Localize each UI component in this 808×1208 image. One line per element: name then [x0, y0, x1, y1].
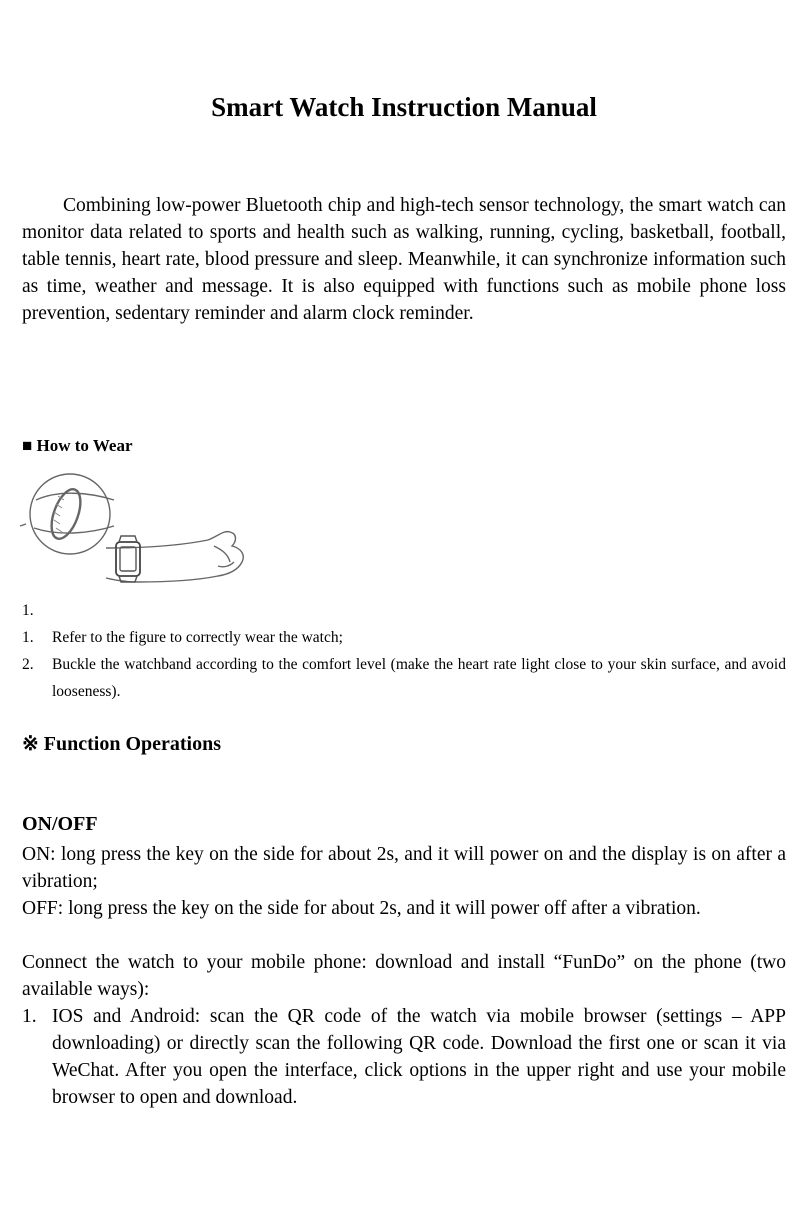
step-text: IOS and Android: scan the QR code of the watch via mobile browser (settings – APP downloading) or directly scan the following QR code. Download the first one or scan it via WeChat. After you open the interface, click options in the upper right and use your mobile browser to open and download. — [52, 1006, 786, 1108]
step-number: 2. — [22, 656, 34, 673]
connect-intro: Connect the watch to your mobile phone: download and install “FunDo” on the phone (two available ways): — [22, 952, 786, 1000]
onoff-heading: ON/OFF — [22, 813, 98, 835]
wear-step-2 — [22, 651, 786, 705]
on-instruction: ON: long press the key on the side for about 2s, and it will power on and the display is on after a vibration; — [22, 844, 786, 892]
step-text: Buckle the watchband according to the comfort level (make the heart rate light close to your skin surface, and avoid looseness). — [52, 656, 786, 700]
wear-step-1 — [22, 624, 786, 651]
how-to-wear-heading: ■ How to Wear — [22, 436, 133, 455]
arm-outline — [106, 532, 243, 582]
connect-step-1 — [22, 1003, 786, 1111]
step-text: Refer to the figure to correctly wear the watch; — [52, 629, 343, 646]
step-number: 1. — [22, 1006, 37, 1027]
inset-circle — [30, 474, 110, 554]
step-number: 1. — [22, 629, 34, 646]
stray-list-number: 1. — [22, 602, 34, 619]
page-title: Smart Watch Instruction Manual — [211, 92, 597, 122]
off-instruction: OFF: long press the key on the side for about 2s, and it will power off after a vibration. — [22, 898, 701, 919]
function-operations-heading: ※ Function Operations — [22, 733, 221, 755]
intro-paragraph: Combining low-power Bluetooth chip and high-tech sensor technology, the smart watch can monitor data related to sports and health such as walking, running, cycling, basketball, football, table tennis, heart rate, blood pressure and sleep. Meanwhile, it can synchronize information such as time, weather and message. It is also equipped with functions such as mobile phone loss prevention, sedentary reminder and alarm clock reminder. — [22, 195, 786, 324]
wearing-illustration — [18, 470, 254, 592]
